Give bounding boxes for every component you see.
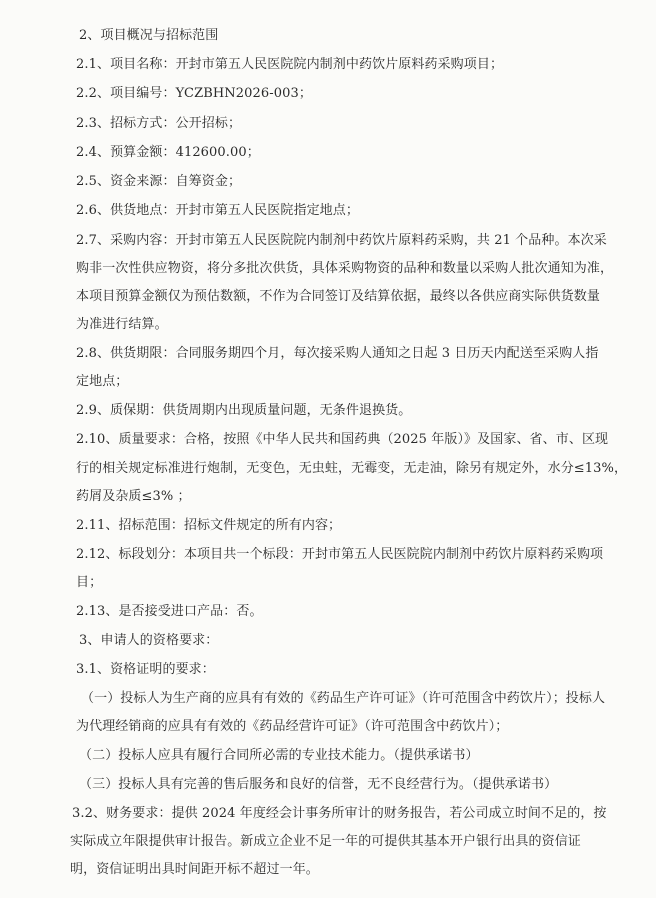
item-2-12-line-2: 目； [76, 575, 103, 590]
item-2-2-project-number: 2.2、项目编号：YCZBHN2026-003； [76, 86, 312, 101]
item-2-7-line-2: 购非一次性供应物资，将分多批次供货，具体采购物资的品种和数量以采购人批次通知为准， [76, 261, 614, 276]
item-3-2-line-2: 实际成立年限提供审计报告。新成立企业不足一年的可提供其基本开户银行出具的资信证 [70, 834, 581, 849]
item-2-13-imports: 2.13、是否接受进口产品：否。 [76, 604, 263, 619]
item-2-8-line-1: 2.8、供货期限：合同服务期四个月，每次接采购人通知之日起 3 日历天内配送至采购人指 [76, 346, 599, 361]
item-2-7-line-1: 2.7、采购内容：开封市第五人民医院院内制剂中药饮片原料药采购，共 21 个品种。本次采 [76, 233, 607, 248]
qualification-1-line-2: 为代理经销商的应具有有效的《药品经营许可证》（许可范围含中药饮片）； [76, 719, 509, 734]
item-2-9-warranty: 2.9、质保期：供货周期内出现质量问题，无条件退换货。 [76, 403, 412, 418]
section-2-heading: 2、项目概况与招标范围 [79, 28, 219, 43]
item-2-10-line-3: 药屑及杂质≤3% ； [76, 489, 191, 504]
item-3-1-heading: 3.1、资格证明的要求： [76, 662, 215, 677]
item-2-12-line-1: 2.12、标段划分：本项目共一个标段：开封市第五人民医院院内制剂中药饮片原料药采购项 [76, 547, 604, 562]
item-3-2-line-3: 明，资信证明出具时间距开标不超过一年。 [70, 862, 319, 877]
qualification-3: （三）投标人具有完善的售后服务和良好的信誉，无不良经营行为。（提供承诺书） [79, 777, 558, 792]
item-3-2-line-1: 3.2、财务要求：提供 2024 年度经会计事务所审计的财务报告，若公司成立时间不足的，按 [72, 806, 607, 821]
item-2-6-delivery-location: 2.6、供货地点：开封市第五人民医院指定地点； [76, 203, 359, 218]
item-2-8-line-2: 定地点； [76, 374, 129, 389]
item-2-10-line-2: 行的相关规定标准进行炮制，无变色，无虫蛀，无霉变，无走油，除另有规定外，水分≤13%， [76, 461, 628, 476]
qualification-2: （二）投标人应具有履行合同所必需的专业技术能力。（提供承诺书） [79, 748, 479, 763]
qualification-1-line-1: （一）投标人为生产商的应具有有效的《药品生产许可证》（许可范围含中药饮片）；投标人 [81, 691, 606, 706]
item-2-5-funding-source: 2.5、资金来源：自筹资金； [76, 174, 242, 189]
item-2-7-line-3: 本项目预算金额仅为预估数额，不作为合同签订及结算依据，最终以各供应商实际供货数量 [76, 289, 601, 304]
item-2-11-scope: 2.11、招标范围：招标文件规定的所有内容； [76, 518, 342, 533]
section-3-heading: 3、申请人的资格要求： [79, 633, 219, 648]
item-2-1-project-name: 2.1、项目名称：开封市第五人民医院院内制剂中药饮片原料药采购项目； [76, 57, 504, 72]
item-2-4-budget: 2.4、预算金额：412600.00； [76, 145, 260, 160]
item-2-3-tender-method: 2.3、招标方式：公开招标； [76, 116, 242, 131]
item-2-10-line-1: 2.10、质量要求：合格，按照《中华人民共和国药典（2025 年版）》及国家、省、市、区现 [76, 432, 609, 447]
item-2-7-line-4: 为准进行结算。 [76, 317, 168, 332]
